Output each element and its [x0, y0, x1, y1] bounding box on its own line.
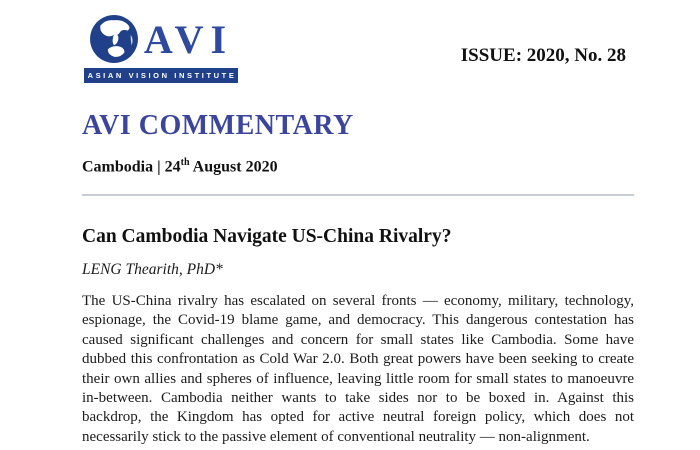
dateline-suffix: August 2020	[189, 158, 278, 176]
publication-title: AVI COMMENTARY	[82, 110, 354, 141]
avi-logo	[84, 14, 238, 83]
globe-asia-pacific-icon	[89, 14, 139, 64]
article-title: Can Cambodia Navigate US-China Rivalry?	[82, 226, 452, 247]
dateline-prefix: Cambodia | 24	[82, 158, 181, 176]
dateline-ordinal-suffix: th	[180, 157, 190, 168]
dateline	[82, 157, 278, 176]
avi-logo-row	[84, 14, 238, 64]
avi-logo-acronym: AVI	[143, 17, 234, 62]
article-body-paragraph: The US-China rivalry has escalated on several fronts — economy, military, technology, espionage, the Covid-19 blame game, and democracy. This dangerous contestation has caused significant challenges and concern for small states like Cambodia. Some have dubbed this confrontation as Cold War 2.0. Both great powers have been seeking to create their own allies and spheres of influence, leaving little room for small states to manoeuvre in-between. Cambodia neither wants to take sides nor to be boxed in. Against this backdrop, the Kingdom has opted for active neutral foreign policy, which does not necessarily stick to the passive element of conventional neutrality — non-alignment.	[82, 293, 634, 445]
issue-label: ISSUE: 2020, No. 28	[460, 45, 626, 66]
avi-logo-banner: ASIAN VISION INSTITUTE	[84, 68, 238, 83]
article-byline: LENG Thearith, PhD*	[82, 261, 223, 278]
header-divider	[82, 194, 634, 196]
